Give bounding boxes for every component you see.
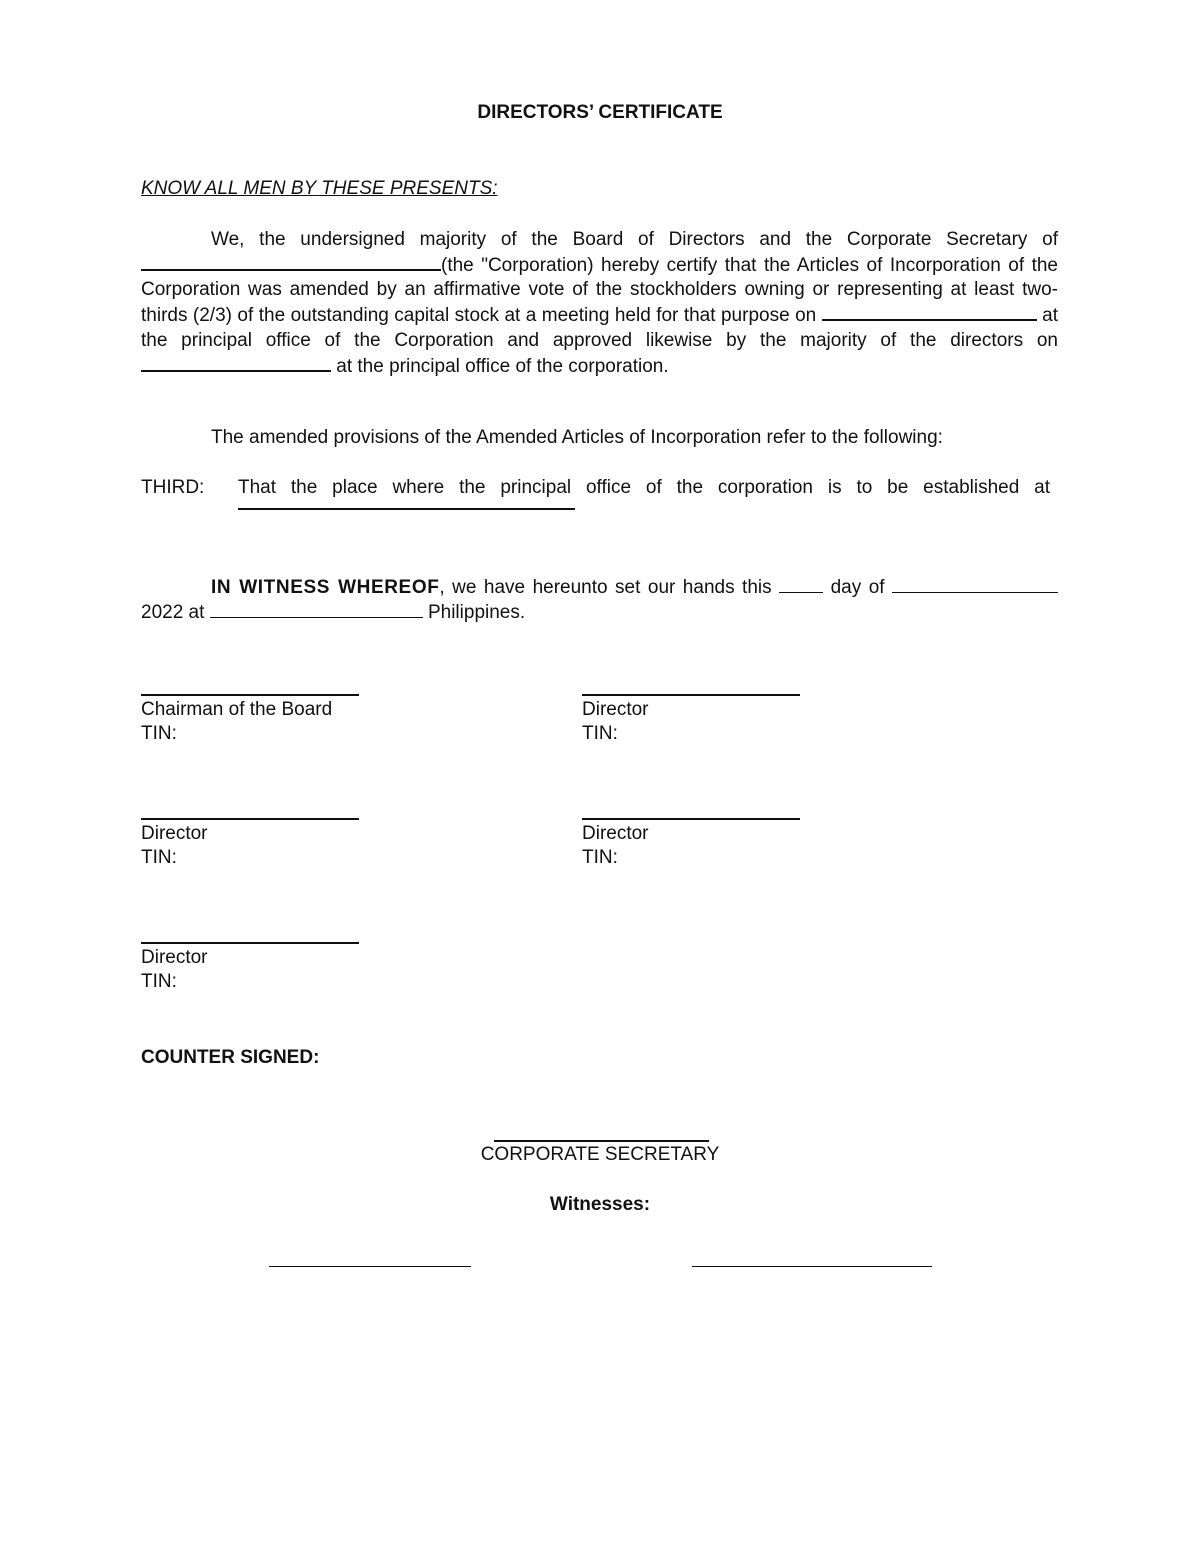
signature-block-director-2 <box>141 806 401 870</box>
signature-block-director-4 <box>141 930 401 994</box>
signature-line[interactable] <box>582 806 800 820</box>
document-title: DIRECTORS’ CERTIFICATE <box>477 102 723 123</box>
signatory-role: Director <box>141 823 208 844</box>
witness-text-c: 2022 at <box>141 602 205 623</box>
principal-office-blank[interactable] <box>238 508 575 510</box>
month-blank[interactable] <box>892 577 1058 593</box>
amended-provisions-intro: The amended provisions of the Amended Articles of Incorporation refer to the following: <box>211 427 943 448</box>
signature-line[interactable] <box>141 682 359 696</box>
witness-text-b: day of <box>830 577 885 598</box>
signatory-role: Director <box>582 823 649 844</box>
signatory-role: Director <box>141 947 208 968</box>
paragraph-text-d: at the principal office of the corporation. <box>336 355 669 377</box>
witnesses-label: Witnesses: <box>549 1194 651 1215</box>
signatory-role: Director <box>582 699 649 720</box>
signature-line[interactable] <box>141 806 359 820</box>
directors-approval-date-blank[interactable] <box>141 354 331 372</box>
signatory-tin: TIN: <box>141 971 177 992</box>
witness-text-d: Philippines. <box>427 602 526 623</box>
corporation-name-blank[interactable] <box>141 253 441 271</box>
signature-block-director-1 <box>582 682 842 746</box>
signatory-tin: TIN: <box>141 723 177 744</box>
witness-text-a: , we have hereunto set our hands this <box>439 577 772 598</box>
place-blank[interactable] <box>210 602 423 618</box>
signatory-tin: TIN: <box>141 847 177 868</box>
salutation: KNOW ALL MEN BY THESE PRESENTS: <box>141 178 498 199</box>
paragraph-text-a: We, the undersigned majority of the Board of Directors and the Corporate Secretary of <box>211 229 1058 250</box>
day-blank[interactable] <box>779 577 823 593</box>
witness-clause <box>141 575 1058 625</box>
signatory-tin: TIN: <box>582 847 618 868</box>
signatory-tin: TIN: <box>582 723 618 744</box>
paragraph-text-b: (the "Corporation) hereby certify that the Articles of Incorporation of the Corporation was amended by an affirmative vote of the stockholders owning or representing at least two-thirds (2/3) of the outstanding capital stock at a meeting held for that purpose on <box>141 254 1058 327</box>
signatory-role: Chairman of the Board <box>141 699 333 720</box>
third-article-text: That the place where the principal office of the corporation is to be established at <box>238 477 1050 498</box>
witness-signature-line-2[interactable] <box>692 1265 932 1267</box>
witness-heading: IN WITNESS WHEREOF <box>211 577 440 598</box>
secretary-signature-line[interactable] <box>494 1124 709 1142</box>
third-article-label: THIRD: <box>141 477 205 498</box>
signature-block-chairman <box>141 682 401 746</box>
signature-line[interactable] <box>582 682 800 696</box>
certification-paragraph <box>141 228 1058 379</box>
meeting-date-blank[interactable] <box>822 303 1037 321</box>
witness-signature-line-1[interactable] <box>269 1265 471 1267</box>
paragraph-text-c: at the principal office of the Corporation and approved likewise by the majority of the directors on <box>141 305 1058 351</box>
corporate-secretary-block <box>0 1124 1200 1166</box>
counter-signed-label: COUNTER SIGNED: <box>141 1047 320 1068</box>
signature-block-director-3 <box>582 806 842 870</box>
signature-line[interactable] <box>141 930 359 944</box>
corporate-secretary-label: CORPORATE SECRETARY <box>480 1144 720 1165</box>
